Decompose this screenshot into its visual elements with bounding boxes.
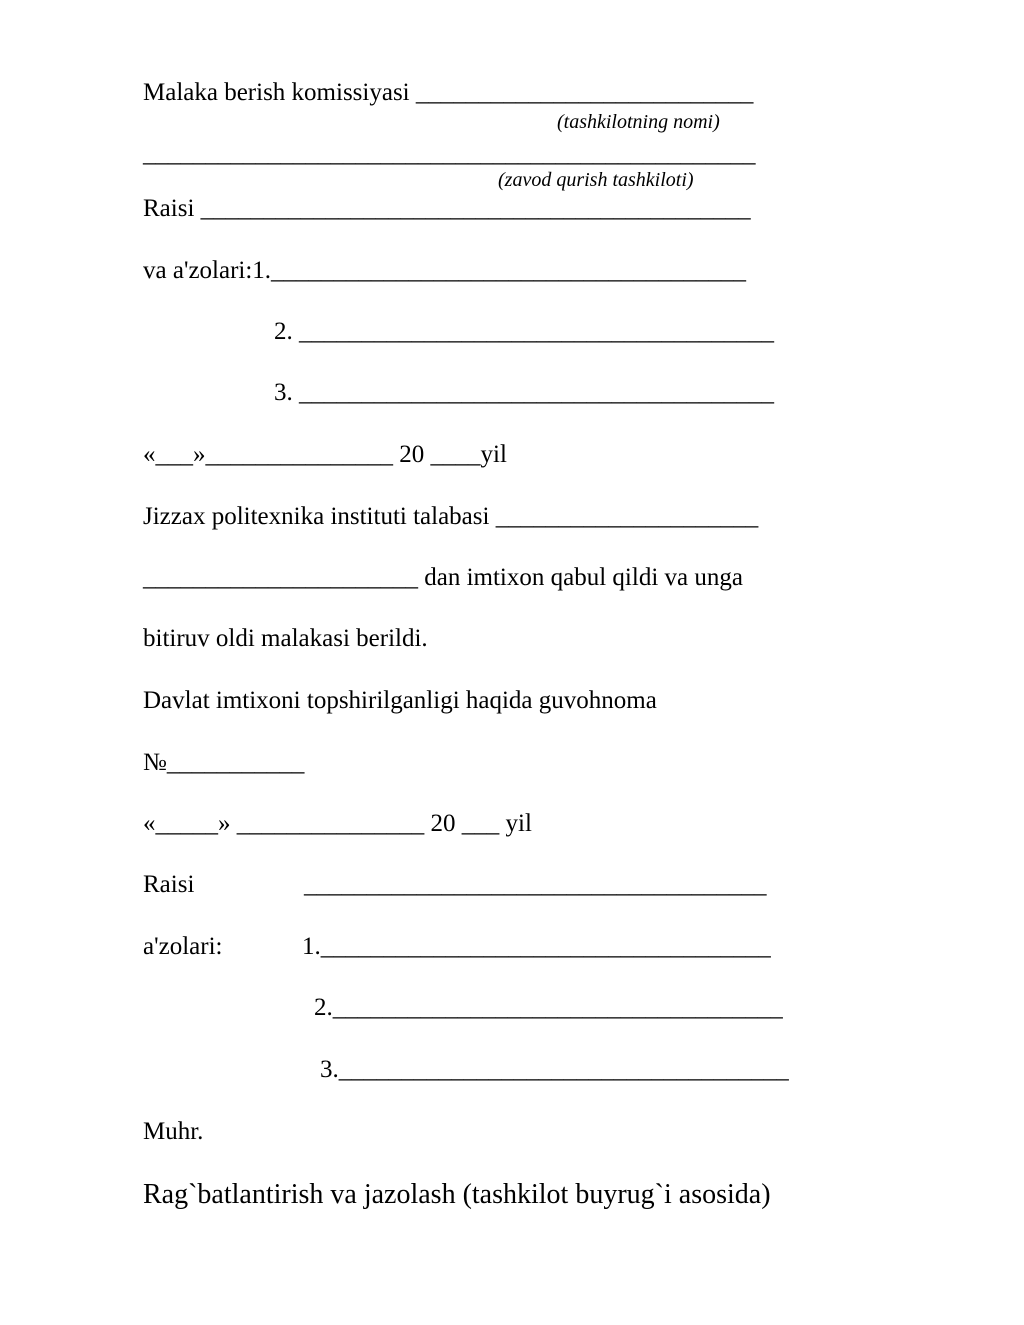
plant-construction-hint: (zavod qurish tashkiloti): [498, 169, 694, 191]
members-line-2: 2. ______________________________________: [274, 318, 774, 345]
members2-line-3: 3.____________________________________: [320, 1056, 789, 1083]
exam-line: ______________________ dan imtixon qabul qildi va unga: [143, 564, 743, 591]
footer-heading: Rag`batlantirish va jazolash (tashkilot buyrug`i asosida): [143, 1179, 771, 1210]
chair2-signature-line: _____________________________________: [304, 871, 767, 898]
student-line: Jizzax politexnika instituti talabasi _____________________: [143, 503, 759, 530]
members2-line-2: 2.____________________________________: [314, 994, 783, 1021]
members-line-3: 3. ______________________________________: [274, 379, 774, 406]
certificate-number: №___________: [143, 749, 305, 776]
organization-line: _________________________________________________: [143, 140, 756, 167]
date-line-1: «___»_______________ 20 ____yil: [143, 441, 507, 468]
seal-label: Muhr.: [143, 1118, 204, 1145]
chair-line: Raisi ____________________________________________: [143, 195, 751, 222]
date-line-2: «_____» _______________ 20 ___ yil: [143, 810, 532, 837]
certificate-line: Davlat imtixoni topshirilganligi haqida guvohnoma: [143, 687, 657, 714]
members2-line-1: 1.____________________________________: [302, 933, 771, 960]
qualification-line: bitiruv oldi malakasi berildi.: [143, 625, 428, 652]
members2-label: a'zolari:: [143, 933, 223, 960]
commission-line: Malaka berish komissiyasi ___________________________: [143, 79, 754, 106]
organization-name-hint: (tashkilotning nomi): [557, 111, 720, 133]
chair2-label: Raisi: [143, 871, 195, 898]
members-line-1: va a'zolari:1.______________________________________: [143, 257, 747, 284]
